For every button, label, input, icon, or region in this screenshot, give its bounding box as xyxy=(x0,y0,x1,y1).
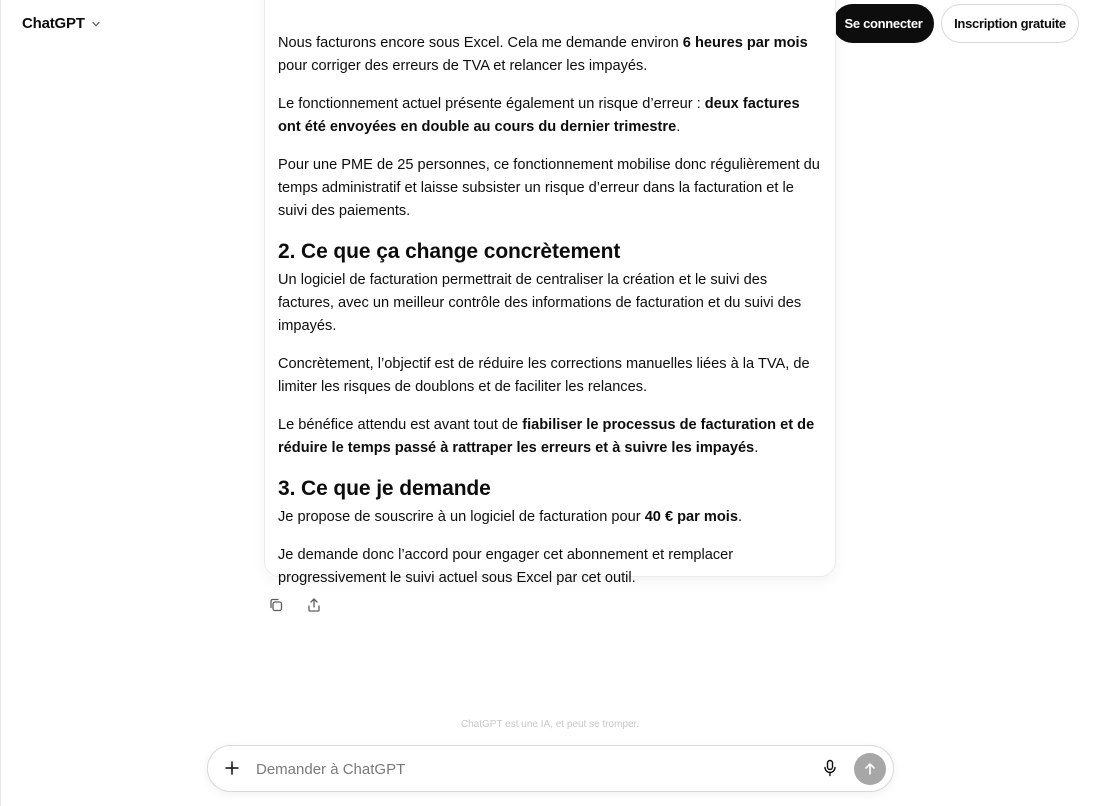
paragraph: Nous facturons encore sous Excel. Cela me demande environ 6 heures par mois pour corriger des erreurs de TVA et relancer les impayés. xyxy=(278,35,808,74)
paragraph: Je demande donc l’accord pour engager cet abonnement et remplacer progressivement le suivi actuel sous Excel par cet outil. xyxy=(278,547,734,586)
signup-button[interactable]: Inscription gratuite xyxy=(941,4,1079,43)
paragraph: Pour une PME de 25 personnes, ce fonctionnement mobilise donc régulièrement du temps administratif et laisse subsister un risque d’erreur dans la facturation et le suivi des paiements. xyxy=(278,157,820,219)
disclaimer-text: ChatGPT est une IA, et peut se tromper. xyxy=(460,719,640,730)
arrow-up-icon xyxy=(863,762,877,776)
paragraph: Je propose de souscrire à un logiciel de facturation pour 40 € par mois. xyxy=(278,509,743,525)
composer xyxy=(207,745,894,792)
share-icon xyxy=(306,597,322,613)
attach-button[interactable] xyxy=(222,758,242,778)
login-button[interactable]: Se connecter xyxy=(833,4,934,43)
paragraph: Le bénéfice attendu est avant tout de fiabiliser le processus de facturation et de réduire le temps passé à rattraper les erreurs et à suivre les impayés. xyxy=(278,417,815,456)
voice-button[interactable] xyxy=(820,758,840,778)
copy-button[interactable] xyxy=(266,595,286,615)
prompt-input[interactable] xyxy=(256,756,796,782)
paragraph: Le fonctionnement actuel présente également un risque d’erreur : deux factures ont été envoyées en double au cours du dernier trimestre. xyxy=(278,96,800,135)
assistant-message xyxy=(278,32,820,605)
copy-icon xyxy=(268,597,284,613)
left-divider xyxy=(0,0,1,806)
microphone-icon xyxy=(822,759,838,777)
send-button[interactable] xyxy=(854,753,886,785)
message-actions xyxy=(266,595,324,615)
section-heading: 2. Ce que ça change concrètement xyxy=(278,240,621,263)
chevron-down-icon xyxy=(91,19,101,29)
model-selector[interactable] xyxy=(22,15,101,32)
plus-icon xyxy=(224,760,240,776)
section-heading: 3. Ce que je demande xyxy=(278,477,491,500)
paragraph: Concrètement, l’objectif est de réduire les corrections manuelles liées à la TVA, de limiter les risques de doublons et de faciliter les relances. xyxy=(278,356,810,395)
share-button[interactable] xyxy=(304,595,324,615)
paragraph: Un logiciel de facturation permettrait de centraliser la création et le suivi des factures, avec un meilleur contrôle des informations de facturation et du suivi des impayés. xyxy=(278,272,802,334)
brand-name: ChatGPT xyxy=(22,15,85,32)
